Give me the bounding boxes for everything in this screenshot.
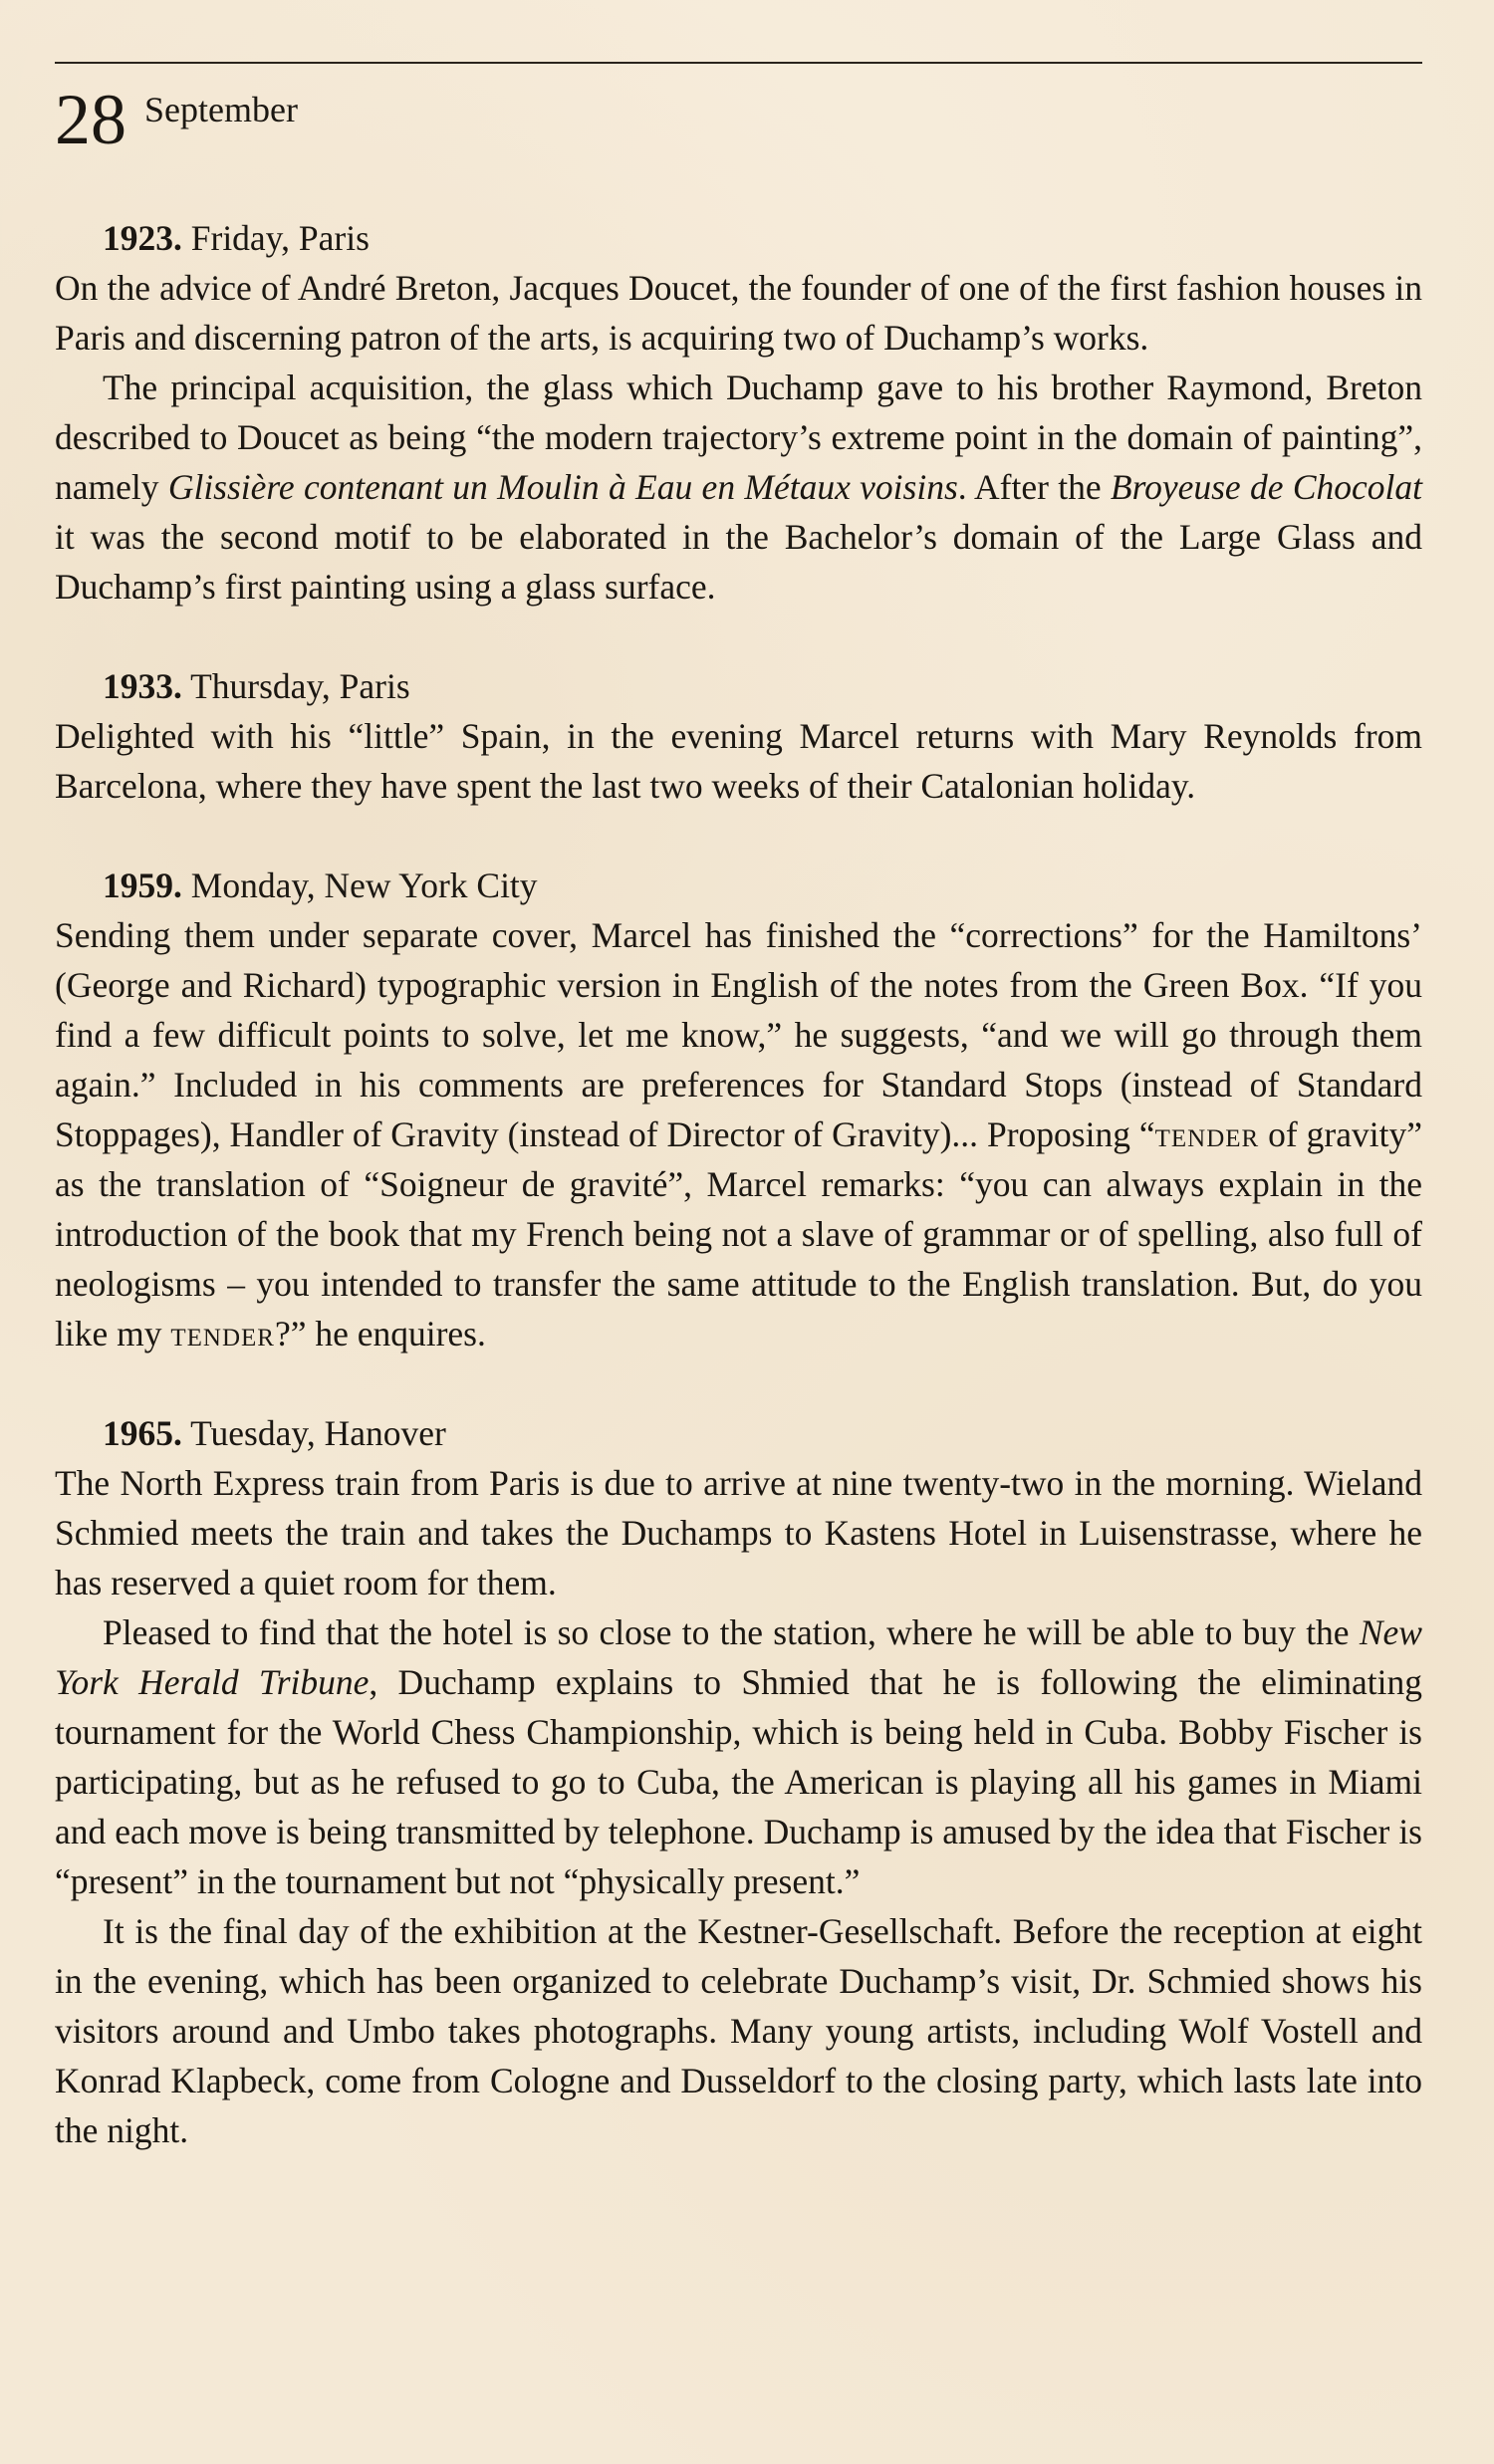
entry-1965 — [55, 1408, 1422, 2155]
paragraph — [55, 263, 1422, 363]
top-rule — [55, 62, 1422, 64]
paragraph — [55, 1458, 1422, 1607]
text-run: ?” he enquires. — [274, 1314, 486, 1354]
text-run: it was the second motif to be elaborated in the Bachelor’s domain of the Large Glass and Duchamp’s first painting using a glass surface. — [55, 517, 1422, 607]
text-run: Pleased to find that the hotel is so close to the station, where he will be able to buy the — [103, 1612, 1360, 1652]
artwork-title: Glissière contenant un Moulin à Eau en Métaux voisins — [167, 467, 958, 507]
entry-1959 — [55, 861, 1422, 1358]
text-run: . After the — [957, 467, 1111, 507]
paragraph — [55, 363, 1422, 612]
text-run: of gravity” as the translation of “Soigneur de gravité”, Marcel remarks: “you can always explain in the introduction of the book that my French being not a slave of grammar or of spelling, also full of neologisms – you intended to transfer the same attitude to the English translation. But, do you like my — [55, 1114, 1422, 1354]
text-run: The principal acquisition, the glass which Duchamp gave to his brother Raymond, Breton described to Doucet as being “the modern trajectory’s extreme point in the domain of painting”, namely — [55, 368, 1422, 507]
entry-place: Tuesday, Hanover — [190, 1413, 446, 1453]
newspaper-title: New York Herald Tribune — [55, 1612, 1422, 1702]
date-header — [55, 80, 1422, 159]
entry-place: Monday, New York City — [190, 865, 538, 905]
entry-place: Friday, Paris — [190, 218, 370, 258]
entry-1923 — [55, 213, 1422, 612]
paragraph — [55, 711, 1422, 811]
text-run: Sending them under separate cover, Marcel has finished the “corrections” for the Hamiltons’ (George and Richard) typographic version in English of the notes from the Green Box. “If you find a few difficult points to solve, let me know,” he suggests, “and we will go through them again.” Included in his comments are preferences for Standard Stops (instead of Standard Stoppages), Handler of Gravity (instead of Director of Gravity)... Proposing “ — [55, 915, 1422, 1154]
entry-year: 1923. — [103, 218, 182, 258]
text-run: Delighted with his “little” Spain, in the evening Marcel returns with Mary Reynolds from Barcelona, where they have spent the last two weeks of their Catalonian holiday. — [55, 716, 1422, 806]
entry-year: 1959. — [103, 865, 182, 905]
entry-place: Thursday, Paris — [190, 666, 410, 706]
entry-year: 1933. — [103, 666, 182, 706]
entry-heading — [55, 213, 1422, 263]
paragraph — [55, 910, 1422, 1358]
page — [55, 62, 1422, 2205]
entry-heading — [55, 1408, 1422, 1458]
entry-1933 — [55, 661, 1422, 811]
text-run: , Duchamp explains to Shmied that he is following the eliminating tournament for the World Chess Championship, which is being held in Cuba. Bobby Fischer is participating, but as he refused to go to Cuba, the American is playing all his games in Miami and each move is being transmitted by telephone. Duchamp is amused by the idea that Fischer is “present” in the tournament but not “physically present.” — [55, 1662, 1422, 1901]
text-run: On the advice of André Breton, Jacques Doucet, the founder of one of the first fashion houses in Paris and discerning patron of the arts, is acquiring two of Duchamp’s works. — [55, 268, 1422, 358]
entry-heading — [55, 861, 1422, 910]
entry-year: 1965. — [103, 1413, 182, 1453]
small-caps-term: tender — [1154, 1114, 1260, 1154]
paragraph — [55, 1906, 1422, 2155]
entries — [55, 213, 1422, 2155]
text-run: The North Express train from Paris is due to arrive at nine twenty-two in the morning. Wieland Schmied meets the train and takes the Duchamps to Kastens Hotel in Luisenstrasse, where he has reserved a quiet room for them. — [55, 1463, 1422, 1602]
entry-heading — [55, 661, 1422, 711]
artwork-title: Broyeuse de Chocolat — [1110, 467, 1422, 507]
date-month: September — [144, 90, 298, 129]
paragraph — [55, 1607, 1422, 1906]
text-run: It is the final day of the exhibition at the Kestner-Gesellschaft. Before the reception at eight in the evening, which has been organized to celebrate Duchamp’s visit, Dr. Schmied shows his visitors around and Umbo takes photographs. Many young artists, including Wolf Vostell and Konrad Klapbeck, come from Cologne and Dusseldorf to the closing party, which lasts late into the night. — [55, 1911, 1422, 2150]
date-day: 28 — [55, 80, 126, 159]
small-caps-term: tender — [170, 1314, 275, 1354]
